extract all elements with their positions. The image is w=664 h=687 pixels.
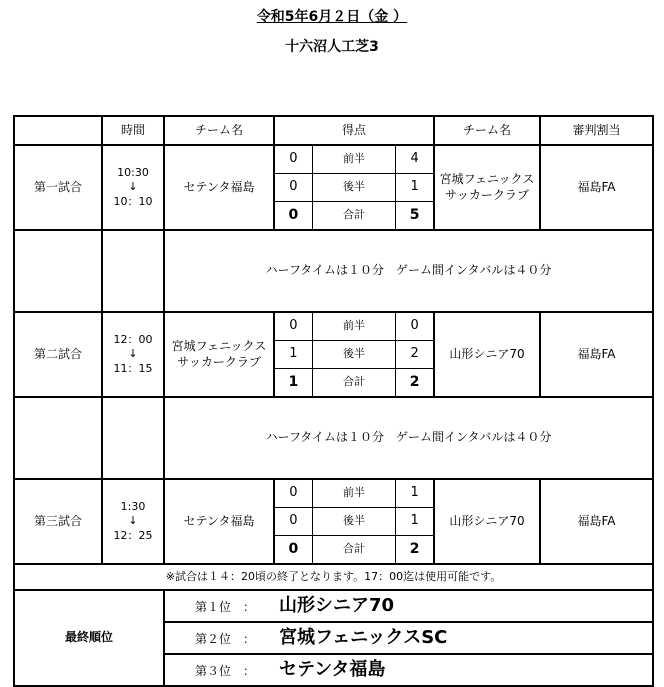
time-start: 12：00 [113,333,153,347]
score-left-total: 1 [275,369,312,397]
match-row [14,145,653,230]
team-left: セテンタ福島 [164,479,274,564]
label-second-half: 後半 [312,508,396,536]
ranking-row [14,590,653,622]
time-start: 10:30 [117,166,149,180]
score-left-first: 0 [275,146,312,174]
header-referee: 審判割当 [540,116,653,145]
label-second-half: 後半 [312,174,396,202]
break-row [14,230,653,312]
rank-third [164,654,653,686]
time-end: 10：10 [113,194,153,208]
referee: 福島FA [540,145,653,230]
header-team-left: チーム名 [164,116,274,145]
match-row [14,312,653,397]
score-right-first: 4 [396,146,433,174]
team-right: 山形シニア70 [434,312,540,397]
page-title [0,6,664,26]
team-left: セテンタ福島 [164,145,274,230]
final-ranking-label: 最終順位 [14,590,164,686]
score-right-total: 2 [396,369,433,397]
time-start: 1:30 [120,500,146,514]
header-row [14,116,653,145]
score-grid [275,480,433,563]
match-label: 第一試合 [14,145,102,230]
score-left-second: 1 [275,341,312,369]
team-left: 宮城フェニックス サッカークラブ [164,312,274,397]
footer-note-row [14,564,653,590]
label-first-half: 前半 [312,480,396,508]
label-second-half: 後半 [312,341,396,369]
score-right-second: 1 [396,508,433,536]
rank-position: 第１位 ： [195,600,256,615]
referee: 福島FA [540,479,653,564]
score-cell [274,145,434,230]
referee: 福島FA [540,312,653,397]
match-label: 第三試合 [14,479,102,564]
score-left-total: 0 [275,536,312,564]
rank-position: 第２位 ： [195,632,256,647]
score-right-total: 2 [396,536,433,564]
header-cell [14,116,102,145]
time-arrow: ↓ [128,514,138,528]
label-total: 合計 [312,202,396,230]
label-total: 合計 [312,536,396,564]
break-row [14,397,653,479]
score-right-first: 0 [396,313,433,341]
score-left-first: 0 [275,480,312,508]
rank-team: セテンタ福島 [279,659,386,681]
label-first-half: 前半 [312,146,396,174]
break-note: ハーフタイムは１０分 ゲーム間インタバルは４０分 [164,230,653,312]
rank-team: 山形シニア70 [279,595,395,617]
venue-title: 十六沼人工芝3 [285,39,379,55]
match-time [102,312,164,397]
rank-first [164,590,653,622]
score-left-total: 0 [275,202,312,230]
score-right-second: 1 [396,174,433,202]
match-time [102,145,164,230]
score-right-total: 5 [396,202,433,230]
match-row [14,479,653,564]
score-left-first: 0 [275,313,312,341]
rank-second [164,622,653,654]
time-end: 12：25 [113,528,153,542]
time-arrow: ↓ [128,347,138,361]
score-cell [274,312,434,397]
score-left-second: 0 [275,174,312,202]
team-right: 宮城フェニックス サッカークラブ [434,145,540,230]
team-right: 山形シニア70 [434,479,540,564]
schedule-table [13,115,654,687]
label-first-half: 前半 [312,313,396,341]
score-right-first: 1 [396,480,433,508]
score-left-second: 0 [275,508,312,536]
time-end: 11：15 [113,361,153,375]
match-time [102,479,164,564]
score-grid [275,313,433,396]
score-cell [274,479,434,564]
date-title: 令和5年6月２日（金 ） [256,9,408,25]
label-total: 合計 [312,369,396,397]
score-grid [275,146,433,229]
score-right-second: 2 [396,341,433,369]
footer-note: ※試合は１４：20頃の終了となります。17：00迄は使用可能です。 [14,564,653,590]
rank-position: 第３位 ： [195,664,256,679]
break-note: ハーフタイムは１０分 ゲーム間インタバルは４０分 [164,397,653,479]
header-team-right: チーム名 [434,116,540,145]
rank-team: 宮城フェニックスSC [279,627,448,649]
header-score: 得点 [274,116,434,145]
match-label: 第二試合 [14,312,102,397]
time-arrow: ↓ [128,180,138,194]
header-time: 時間 [102,116,164,145]
